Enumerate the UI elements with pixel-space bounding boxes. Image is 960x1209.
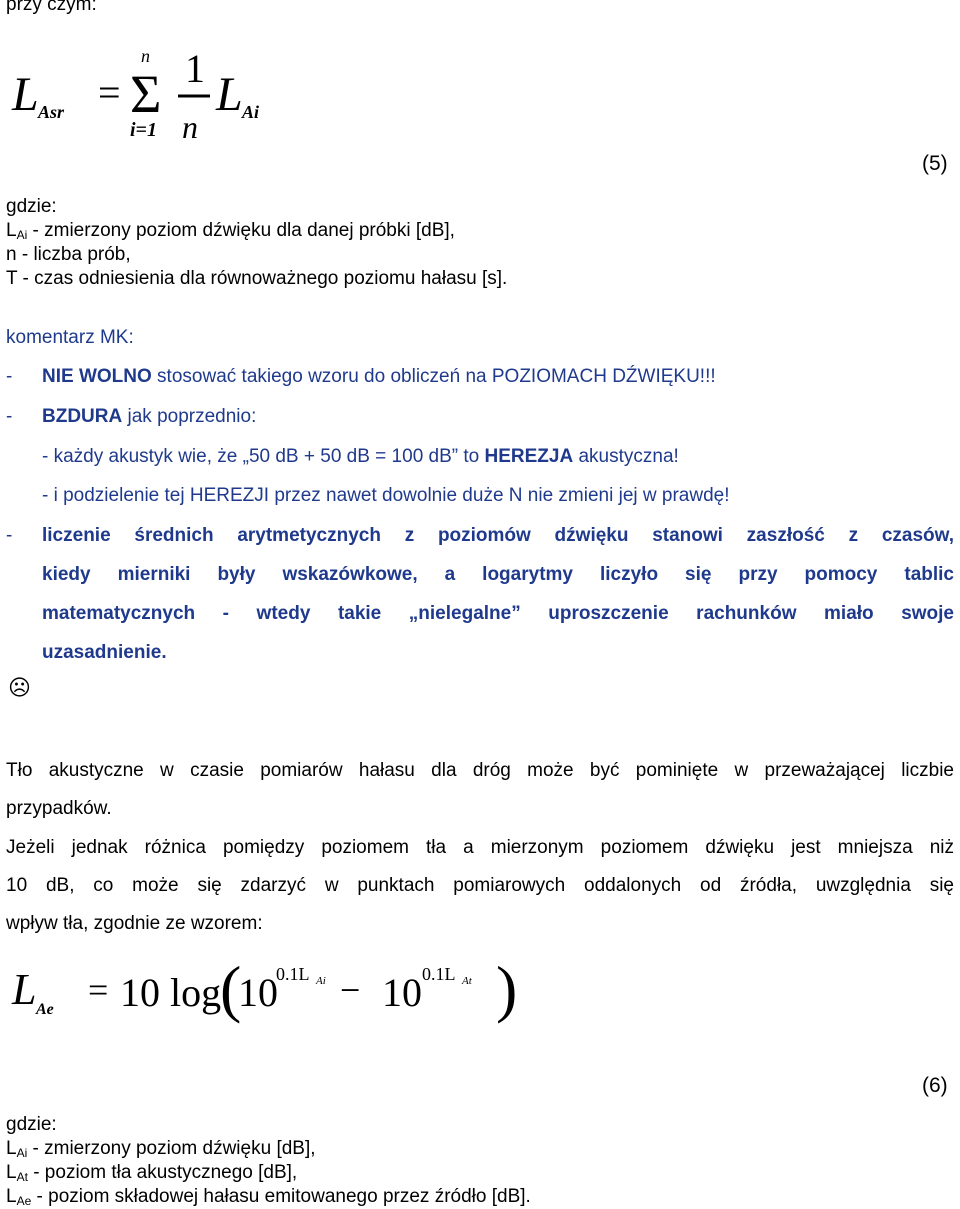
formula6-exp-2-sub: At [462,975,472,987]
legend2-item: $L_{Ae}$ - poziom składowej hałasu emitowanego przez źródło [dB]. [6,1186,531,1208]
legend2-heading: gdzie: [6,1114,57,1135]
comment-sub-1: - każdy akustyk wie, że „50 dB + 50 dB = 100 dB” to HEREZJA akustyczna! [42,446,679,467]
formula-6 [10,950,530,1030]
formula6-exp-2: 0.1L [422,964,456,984]
sad-face-icon: ☹ [8,676,31,701]
legend-2 [6,1113,531,1209]
comment-bullet-3-line: liczenie średnich arytmetycznych z poziomów dźwięku stanowi zaszłość z czasów, [42,525,954,546]
legend1-item: $L_{Ai}$ - zmierzony poziom dźwięku dla danej próbki [dB], [6,220,455,242]
comment-bullet-3-line: kiedy mierniki były wskazówkowe, a logarytmy liczyło się przy pomocy tablic [42,564,954,585]
formula5-rhs-sub: Ai [242,102,260,122]
formula5-sum-top: n [141,46,150,66]
formula6-exp-1: 0.1L [276,964,310,984]
paragraph-2-line: Jeżeli jednak różnica pomiędzy poziomem tła a mierzonym poziomem dźwięku jest mniejsza niż [6,837,954,858]
formula5-lhs-sub: Asr [38,102,65,122]
comment-heading: komentarz MK: [6,327,134,348]
paragraph-2-line: 10 dB, co może się zdarzyć w punktach pomiarowych oddalonych od źródła, uwzględnia się [6,875,954,896]
legend2-item: $L_{Ai}$ - zmierzony poziom dźwięku [dB], [6,1138,316,1160]
legend1-item: n - liczba prób, [6,244,131,265]
intro-heading: przy czym: [6,0,97,15]
formula6-close-paren: ) [496,953,518,1024]
formula-5 [10,40,280,150]
formula5-sigma: Σ [130,64,162,124]
legend1-heading: gdzie: [6,196,57,217]
legend2-item: $L_{At}$ - poziom tła akustycznego [dB], [6,1162,298,1184]
formula6-ten: 10 [120,970,160,1015]
paragraph-2-line: wpływ tła, zgodnie ze wzorem: [6,913,263,934]
comment-bullet-3-line: matematycznych - wtedy takie „nielegalne” uproszczenie rachunków miało swoje [42,603,954,624]
formula5-lhs-main: L [12,68,39,121]
formula5-frac-num: 1 [185,46,205,91]
formula6-base-2: 10 [382,970,422,1015]
formula5-number: (5) [922,152,948,175]
formula6-lhs-main: L [12,965,37,1014]
formula6-exp-1-sub: Ai [316,975,326,987]
formula6-base-1: 10 [238,970,278,1015]
formula6-minus: − [340,970,361,1010]
legend1-item: T - czas odniesienia dla równoważnego poziomu hałasu [s]. [6,268,508,289]
paragraph-1-line: przypadków. [6,798,112,819]
formula6-log: log [170,970,222,1015]
comment-bullet-dash: - [6,525,13,546]
paragraph-1-line: Tło akustyczne w czasie pomiarów hałasu dla dróg może być pominięte w przeważającej liczbie [6,760,954,781]
formula5-sum-bottom: i=1 [130,119,157,141]
formula5-equals: = [98,70,121,115]
formula6-equals: = [88,970,109,1010]
formula6-number: (6) [922,1074,948,1097]
formula6-lhs-sub: Ae [36,1001,54,1018]
comment-sub-2: - i podzielenie tej HEREZJI przez nawet dowolnie duże N nie zmieni jej w prawdę! [42,485,730,506]
comment-bullet-dash: - [6,406,13,427]
comment-bullet-2: BZDURA jak poprzednio: [42,406,257,427]
formula5-rhs-main: L [216,68,243,121]
formula6-open-paren: ( [220,953,242,1024]
legend-1 [6,195,507,291]
comment-bullet-dash: - [6,366,13,387]
formula5-frac-den: n [182,109,198,145]
comment-bullet-1: NIE WOLNO stosować takiego wzoru do obliczeń na POZIOMACH DŹWIĘKU!!! [42,366,716,387]
comment-bullet-3-line: uzasadnienie. [42,642,167,663]
